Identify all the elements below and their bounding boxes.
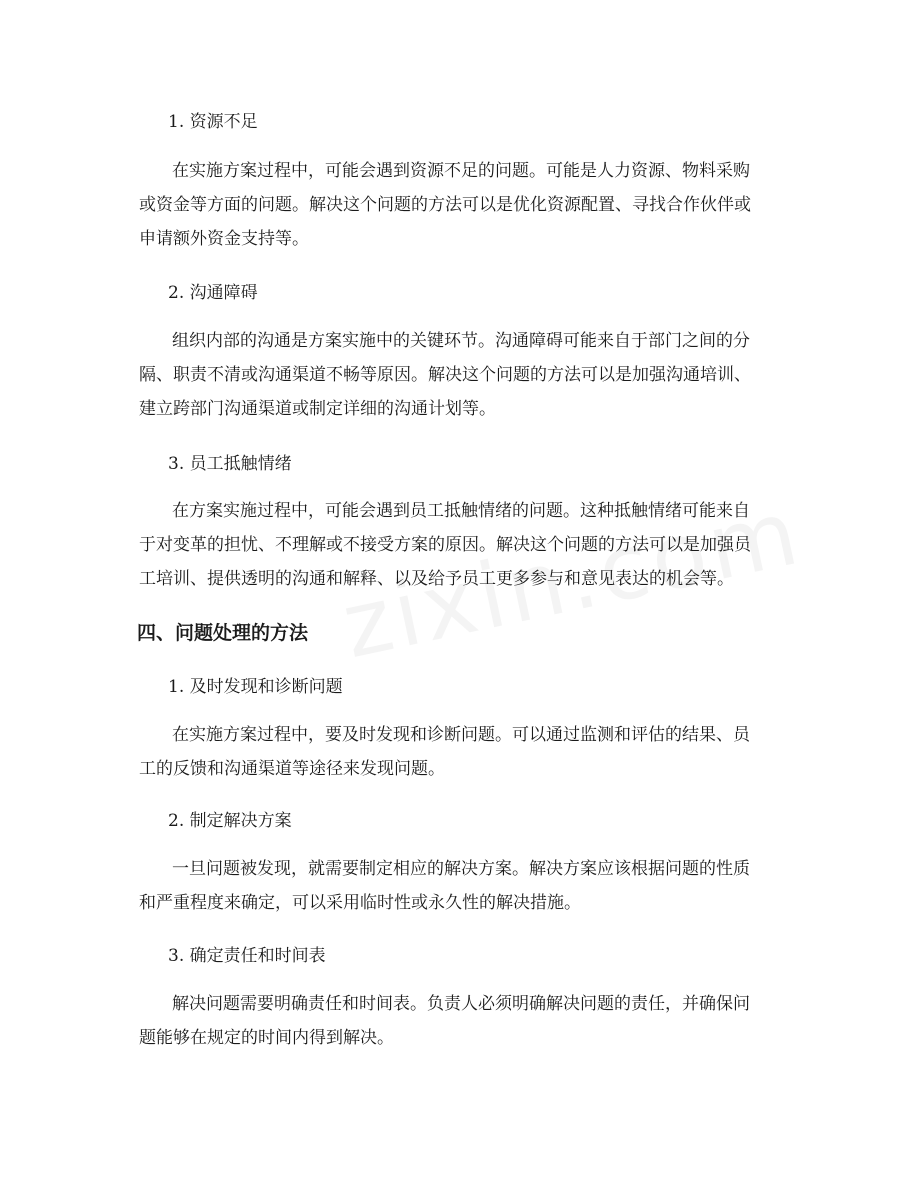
paragraph-line: 一旦问题被发现，就需要制定相应的解决方案。解决方案应该根据问题的性质 [172, 859, 750, 879]
subheading-communication-barrier: 2. 沟通障碍 [168, 283, 258, 303]
subheading-responsibility-timeline: 3. 确定责任和时间表 [168, 946, 326, 966]
section-heading: 四、问题处理的方法 [137, 622, 309, 644]
paragraph-line: 在实施方案过程中，可能会遇到资源不足的问题。可能是人力资源、物料采购 [172, 161, 750, 181]
paragraph-line: 在方案实施过程中，可能会遇到员工抵触情绪的问题。这种抵触情绪可能来自 [172, 501, 750, 521]
paragraph-line: 和严重程度来确定，可以采用临时性或永久性的解决措施。 [139, 893, 581, 913]
subheading-detect-diagnose: 1. 及时发现和诊断问题 [168, 677, 343, 697]
paragraph-line: 在实施方案过程中，要及时发现和诊断问题。可以通过监测和评估的结果、员 [172, 725, 750, 745]
paragraph-line: 申请额外资金支持等。 [139, 229, 309, 249]
paragraph-line: 隔、职责不清或沟通渠道不畅等原因。解决这个问题的方法可以是加强沟通培训、 [139, 365, 751, 385]
subheading-make-solution: 2. 制定解决方案 [168, 811, 292, 831]
paragraph-line: 题能够在规定的时间内得到解决。 [139, 1028, 394, 1048]
paragraph-line: 建立跨部门沟通渠道或制定详细的沟通计划等。 [139, 399, 496, 419]
paragraph-line: 工培训、提供透明的沟通和解释、以及给予员工更多参与和意见表达的机会等。 [139, 569, 734, 589]
paragraph-line: 工的反馈和沟通渠道等途径来发现问题。 [139, 759, 445, 779]
subheading-resource-shortage: 1. 资源不足 [168, 112, 258, 132]
paragraph-line: 组织内部的沟通是方案实施中的关键环节。沟通障碍可能来自于部门之间的分 [172, 331, 750, 351]
paragraph-line: 解决问题需要明确责任和时间表。负责人必须明确解决问题的责任，并确保问 [172, 994, 750, 1014]
paragraph-line: 于对变革的担忧、不理解或不接受方案的原因。解决这个问题的方法可以是加强员 [139, 535, 751, 555]
paragraph-line: 或资金等方面的问题。解决这个问题的方法可以是优化资源配置、寻找合作伙伴或 [139, 195, 751, 215]
subheading-employee-resistance: 3. 员工抵触情绪 [168, 454, 292, 474]
